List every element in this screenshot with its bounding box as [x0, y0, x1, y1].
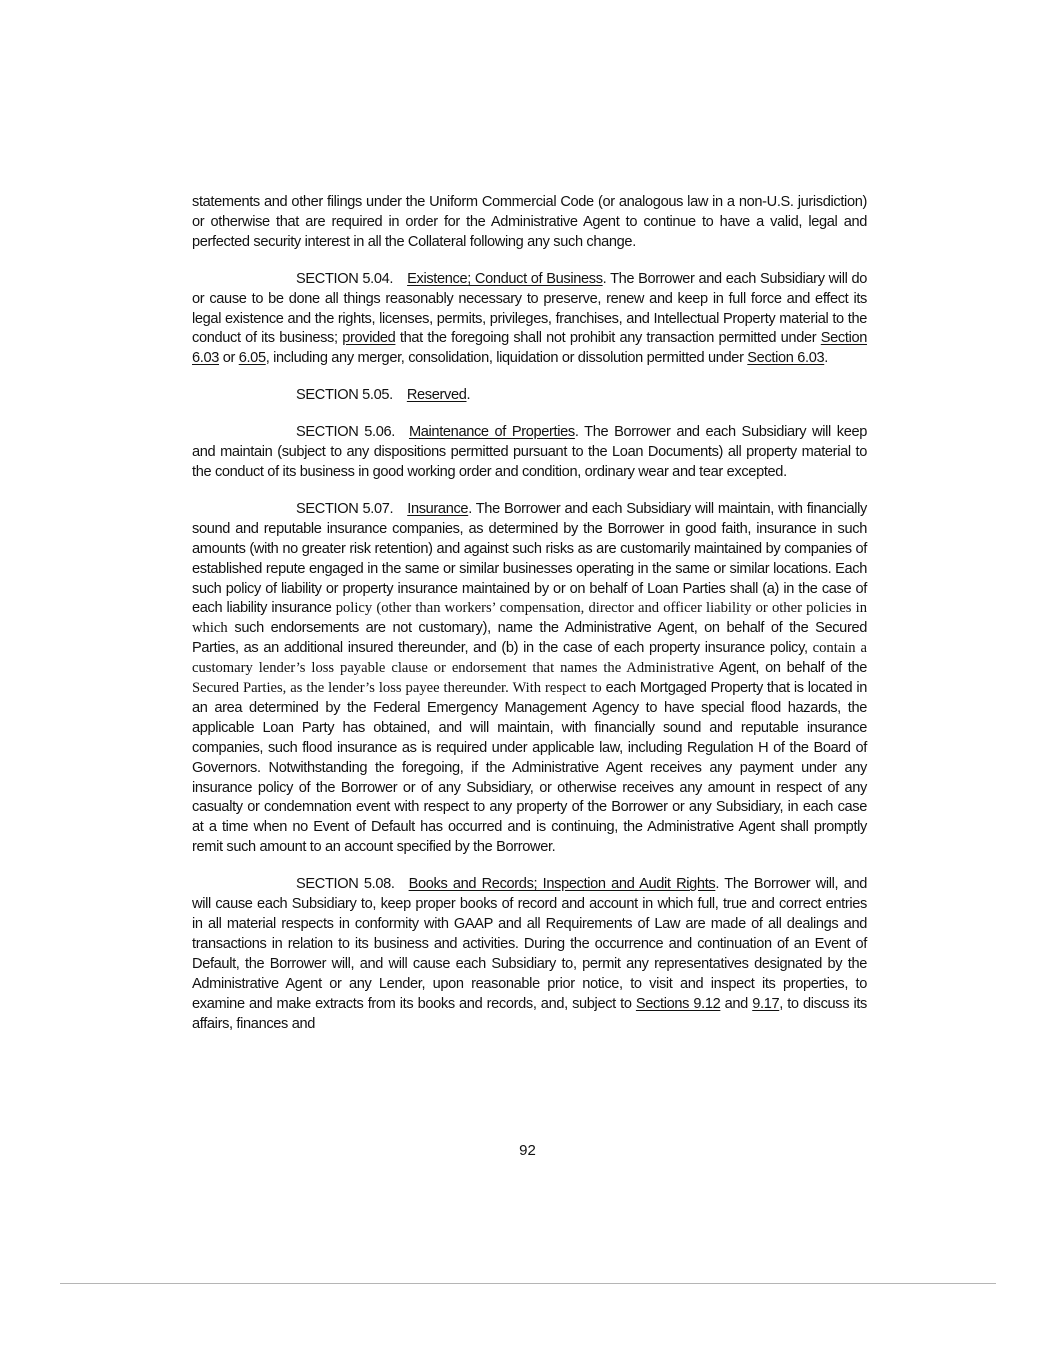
section-text: , to discuss its affairs, finances and: [192, 995, 867, 1032]
section-number: SECTION 5.08.: [296, 876, 395, 893]
section-text: .: [466, 387, 471, 404]
section-5-07: [192, 500, 867, 858]
section-text: each Mortgaged Property that is located in an area determined by the Federal Emergency Management Agency to have special flood hazards, the applicable Loan Party has obtained, and will maintain, with financially sound and reputable insurance companies, such flood insurance as is required under applicable law, including Regulation H of the Board of Governors. Notwithstanding the foregoing, if the Administrative Agent receives any payment under any insurance policy of the Borrower or of any Subsidiary, or otherwise receives any amount in respect of any casualty or condemnation event with respect to any property of the Borrower or any Subsidiary, in each case at a time when no Event of Default has occurred and is continuing, the Administrative Agent shall promptly remit such amount to an account specified by the Borrower.: [192, 680, 867, 856]
section-title: Books and Records; Inspection and Audit Rights: [408, 876, 716, 893]
section-text: . The Borrower and each Subsidiary will do or cause to be done all things reasonably necessary to preserve, renew and keep in full force and effect its legal existence and the rights, licenses, permits, privileges, franchises, and Intellectual Property material to the conduct of its business;: [192, 270, 867, 347]
section-title: Maintenance of Properties: [408, 424, 575, 441]
cross-reference-link[interactable]: 6.05: [238, 350, 266, 367]
cross-reference-link[interactable]: 9.17: [752, 995, 780, 1012]
section-5-06: [192, 423, 867, 483]
section-text: and: [720, 995, 753, 1012]
term-provided: provided: [342, 330, 396, 347]
section-text: such endorsements are not customary), name the Administrative Agent, on behalf of the Secured Parties, as an additional insured thereunder, and (b) in the case of each property insurance policy,: [192, 620, 867, 657]
cross-reference-link[interactable]: Sections 9.12: [635, 995, 721, 1012]
cross-reference-link[interactable]: Section 6.03: [747, 350, 825, 367]
document-body: [192, 193, 867, 1051]
section-5-04: [192, 270, 867, 370]
section-text: . The Borrower and each Subsidiary will keep and maintain (subject to any dispositions permitted pursuant to the Loan Documents) all property material to the conduct of its business in good working order and condition, ordinary wear and tear excepted.: [192, 424, 867, 480]
section-number: SECTION 5.06.: [296, 424, 395, 441]
section-text: or: [219, 350, 239, 367]
page-divider: [60, 1283, 996, 1284]
section-number: SECTION 5.05.: [296, 387, 393, 404]
continuation-paragraph: statements and other filings under the Uniform Commercial Code (or analogous law in a non-U.S. jurisdiction) or otherwise that are required in order for the Administrative Agent to continue to have a valid, legal and perfected security interest in all the Collateral following any such change.: [192, 194, 867, 250]
section-title: Insurance: [407, 500, 469, 517]
section-text: . The Borrower will, and will cause each Subsidiary to, keep proper books of record and account in which full, true and correct entries in all material respects in conformity with GAAP and all Requirements of Law are made of all dealings and transactions in relation to its business and activities. During the occurrence and continuation of an Event of Default, the Borrower will, and will cause each Subsidiary to, permit any representatives designated by the Administrative Agent or any Lender, upon reasonable prior notice, to visit and inspect its properties, to examine and make extracts from its books and records, and, subject to: [192, 876, 867, 1012]
section-number: SECTION 5.04.: [296, 270, 394, 287]
section-text: that the foregoing shall not prohibit any transaction permitted under: [395, 330, 821, 347]
section-5-08: [192, 875, 867, 1034]
page-number: 92: [519, 1142, 536, 1159]
section-text-serif: contain a customary lender’s loss payable clause or endorsement that names the Administrative: [192, 640, 867, 677]
section-text-serif: policy (other than workers’ compensation, director and officer liability or other policies in which: [192, 600, 868, 637]
section-title: Reserved: [406, 387, 467, 404]
section-5-05: [192, 386, 867, 406]
section-title: Existence; Conduct of Business: [407, 270, 603, 287]
section-text: , including any merger, consolidation, liquidation or dissolution permitted under: [265, 350, 748, 367]
section-text: .: [824, 350, 828, 367]
section-text: . The Borrower and each Subsidiary will maintain, with financially sound and reputable insurance companies, as determined by the Borrower in good faith, insurance in such amounts (with no greater risk retention) and against such risks as are customarily maintained by companies of established repute engaged in the same or similar businesses operating in the same or similar locations. Each such policy of liability or property insurance maintained by or on behalf of Loan Parties shall (a) in the case of each liability insurance: [192, 500, 867, 617]
section-number: SECTION 5.07.: [296, 500, 394, 517]
cross-reference-link[interactable]: Section 6.03: [192, 330, 867, 367]
section-text: Agent, on behalf of the: [713, 660, 867, 677]
section-text-serif: Secured Parties, as the lender’s loss payee thereunder. With respect to: [192, 680, 602, 697]
